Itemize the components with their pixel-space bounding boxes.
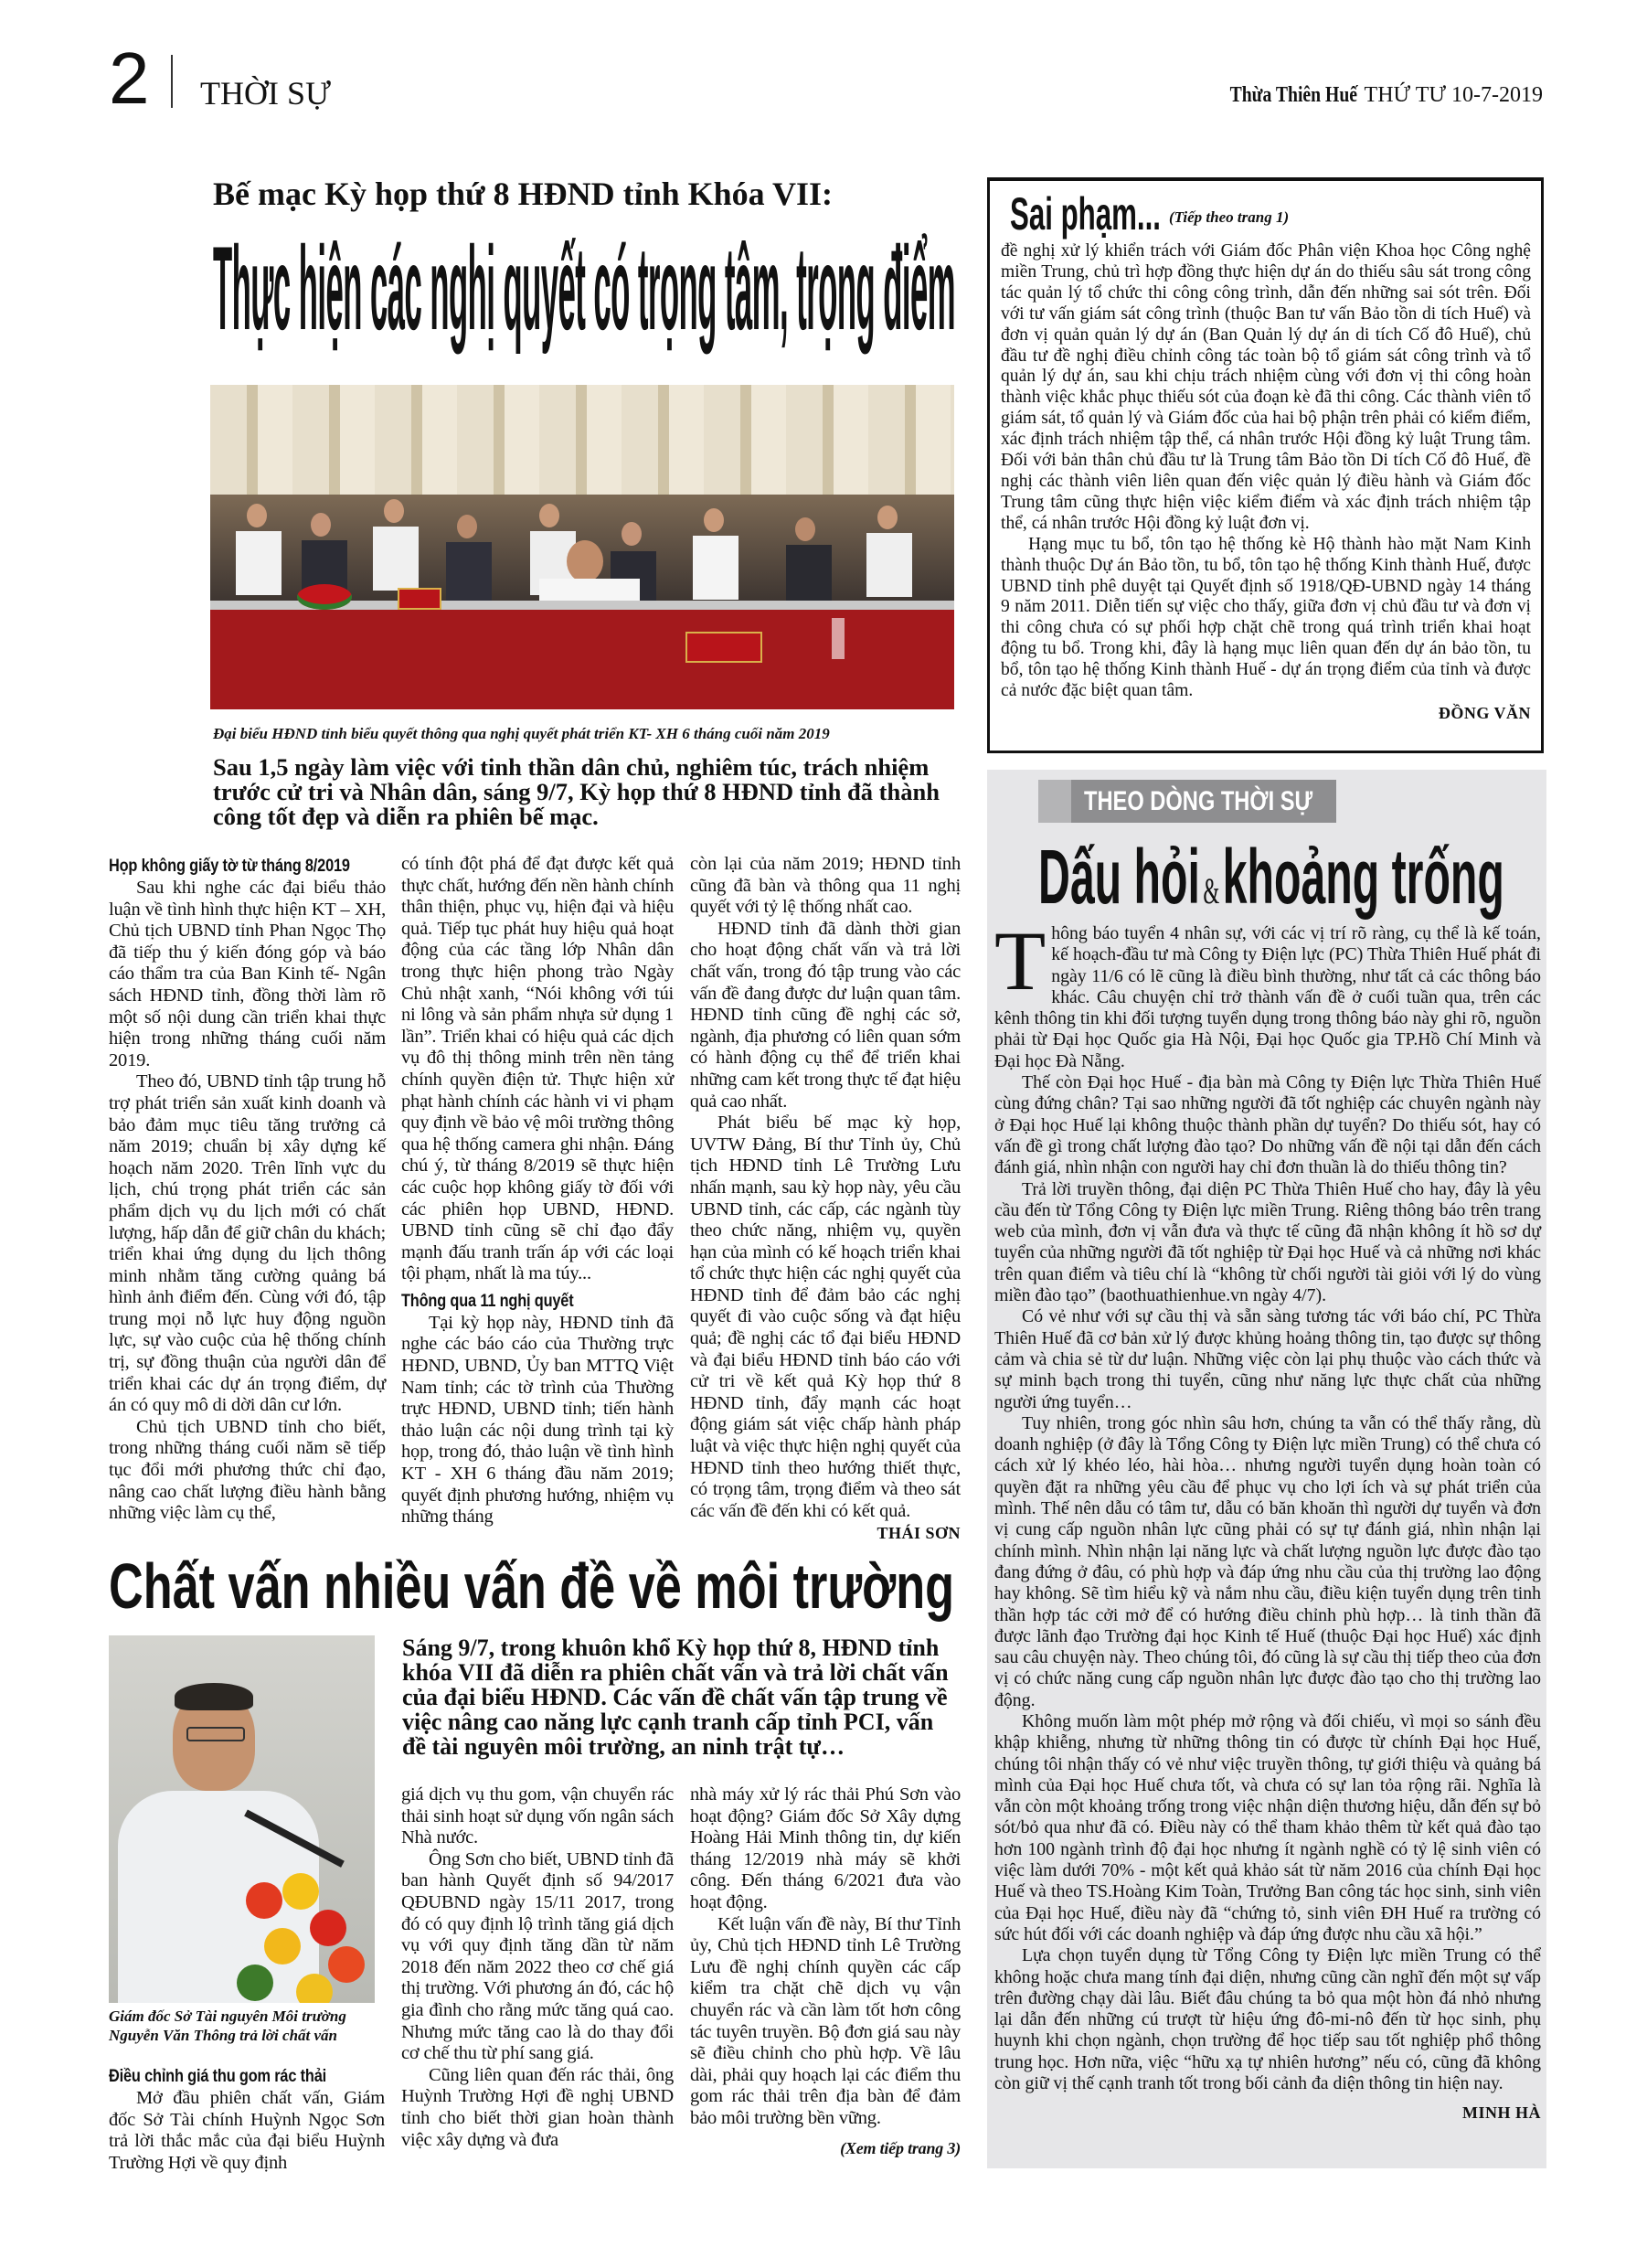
paragraph: Trả lời truyền thông, đại diện PC Thừa Thiên Huế cho hay, đây là yêu cầu đến từ Tổng Công ty Điện lực miền Trung. Riêng thông báo trên trang web của mình, đơn vị vẫn đưa và thực tế cũng đã nhận không ít hồ sơ dự tuyển của những người đã tốt nghiệp từ Đại học Huế và cả những nơi khác trên quan điểm và tiêu chí là “không từ chối người tài giỏi với lý do vùng miền đào tạo” (baothuathienhue.vn ngày 4/7). [994, 1178, 1541, 1306]
subheading: Thông qua 11 nghị quyết [401, 1291, 574, 1311]
column-tag-label: THEO DÒNG THỜI SỰ [1084, 786, 1313, 816]
paragraph: Chủ tịch UBND tỉnh cho biết, trong những tháng cuối năm sẽ tiếp tục đổi mới phương thức chỉ đạo, nâng cao chất lượng điều hành bằng những việc làm cụ thể, [109, 1416, 386, 1524]
paragraph: đề nghị xử lý khiển trách với Giám đốc Phân viện Khoa học Công nghệ miền Trung, chủ trì hợp đồng thực hiện dự án do thiếu sâu sát trong công tác quản lý tổ chức thi công công trình, dẫn đến những sai sót trên. Đối với tư vấn giám sát công trình (thuộc Ban tư vấn Bảo tồn di tích Huế) và đơn vị quản quản lý dự án (Ban Quản lý dự án di tích Cố đô Huế), chủ đầu tư đề nghị điều chỉnh công tác toàn bộ tổ giám sát công trình và tổ quản lý dự án, sau khi chịu trách nhiệm cùng với đơn vị thi công hoàn thành việc khắc phục thiếu sót của đoạn kè đã thi công. Các thành viên tổ giám sát, tổ quản lý và Giám đốc của hai bộ phận trên phải có kiểm điểm, xác định trách nhiệm tập thể, cá nhân trước Hội đồng kỷ luật Trung tâm. Đối với bản thân chủ đầu tư là Trung tâm Bảo tồn Di tích Cố đô Huế, đề nghị các thành viên liên quan đến việc quản lý điều hành và Giám đốc Trung tâm cũng thực hiện việc kiểm điểm và xác định trách nhiệm tập thể, cá nhân trước Hội đồng kỷ luật đơn vị. [1001, 241, 1531, 533]
sidebar-body [1001, 241, 1531, 724]
article1-headline: Thực hiện các nghị quyết có trọng tâm, trọng điểm [213, 221, 956, 355]
continued-from-note: (Tiếp theo trang 1) [1169, 208, 1290, 226]
article2-lead: Sáng 9/7, trong khuôn khổ Kỳ họp thứ 8, HĐND tỉnh khóa VII đã diễn ra phiên chất vấn và trả lời chất vấn của đại biểu HĐND. Các vấn đề chất vấn tập trung về việc nâng cao năng lực cạnh tranh cấp tỉnh PCI, vấn đề tài nguyên môi trường, an ninh trật tự… [402, 1634, 949, 1760]
sidebar-title: Sai phạm... [1010, 188, 1161, 240]
paragraph: Sau khi nghe các đại biểu thảo luận về tình hình thực hiện KT – XH, Chủ tịch UBND tỉnh Phan Ngọc Thọ đã tiếp thu ý kiến đóng góp và báo cáo thẩm tra của Ban Kinh tế- Ngân sách HĐND tỉnh, đồng thời làm rõ một số nội dung cần triển khai thực hiện trong những tháng cuối năm 2019. [109, 878, 386, 1070]
paragraph: Ông Sơn cho biết, UBND tỉnh đã ban hành Quyết định số 94/2017 QĐUBND ngày 15/11 2017, trong đó có quy định lộ trình tăng giá dịch vụ với quy định tăng dần từ năm 2018 đến năm 2022 theo cơ chế giá thị trường. Với phương án đó, các hộ gia đình cho rằng mức tăng quá cao. Nhưng mức tăng cao là do thay đổi cơ chế thu từ phí sang giá. [401, 1848, 674, 2064]
paragraph: Tại kỳ họp này, HĐND tỉnh đã nghe các báo cáo của Thường trực HĐND, UBND, Ủy ban MTTQ Việt Nam tỉnh; các tờ trình của Thường trực HĐND, UBND tỉnh; tiến hành thảo luận các nội dung trình tại kỳ họp, trong đó, thảo luận về tình hình KT - XH 6 tháng đầu năm 2019; quyết định phương hướng, nhiệm vụ những tháng [401, 1312, 674, 1528]
article1-column-1 [109, 850, 386, 1525]
title-part-1: Dấu hỏi [1038, 834, 1200, 920]
tag-accent [1038, 780, 1071, 823]
column-tag [1038, 780, 1336, 823]
paper-name: Thừa Thiên Huế [1229, 83, 1357, 107]
paragraph: Phát biểu bế mạc kỳ họp, UVTW Đảng, Bí thư Tỉnh ủy, Chủ tịch HĐND tỉnh Lê Trường Lưu nhấn mạnh, sau kỳ họp này, yêu cầu UBND tỉnh, các cấp, các ngành tùy theo chức năng, nhiệm vụ, quyền hạn của mình có kế hoạch triển khai tổ chức thực hiện các nghị quyết của HĐND tỉnh để đảm bảo các nghị quyết đi vào cuộc sống và đạt hiệu quả; đề nghị các tổ đại biểu HĐND và đại biểu HĐND tỉnh báo cáo với cử tri về kết quả Kỳ họp thứ 8 HĐND tỉnh, đẩy mạnh các hoạt động giám sát việc chấp hành pháp luật và việc thực hiện nghị quyết của HĐND tỉnh theo hướng thiết thực, có trọng tâm, trọng điểm và theo sát các vấn đề đến khi có kết quả. [690, 1113, 961, 1521]
opinion-panel [987, 770, 1546, 2168]
paragraph: Không muốn làm một phép mở rộng và đối chiếu, vì mọi so sánh đều khập khiễng, nhưng từ những thông tin có được từ chính Đại học Huế, chúng tôi nhận thấy có vẻ như việc truyền thông, tự giới thiệu và quảng bá mình của Đại học Huế chưa tốt, và chưa có sự lan tỏa rộng rãi. Nghĩa là vẫn còn một khoảng trống trong việc nhận diện thương hiệu, dẫn đến sự bỏ sót/bỏ qua như đã có. Điều này có thể tham khảo thêm từ kết quả đào tạo hơn 100 ngành trình độ đại học nhưng ít ngành nghề có tỷ lệ sinh viên có việc làm dưới 70% - một kết quả khảo sát từ năm 2016 của chính Đại học Huế và theo TS.Hoàng Kim Toàn, Trưởng Ban công tác học sinh, sinh viên của Đại học Huế, điều này đã “chứng tỏ, sinh viên ĐH Huế ra trường có sức hút đối với các doanh nghiệp và đáp ứng được nhu cầu xã hội.” [994, 1710, 1541, 1944]
paragraph: Cũng liên quan đến rác thải, ông Huỳnh Trường Hợi đề nghị UBND tỉnh cho biết thời gian hoàn thành việc xây dựng và đưa [401, 2064, 674, 2150]
masthead [1202, 82, 1543, 108]
paragraph: có tính đột phá để đạt được kết quả thực chất, hướng đến nền hành chính thân thiện, phục vụ, hiện đại và hiệu quả. Tiếp tục phát huy hiệu quả hoạt động của các tầng lớp Nhân dân trong thực hiện phong trào Ngày Chủ nhật xanh, “Nói không với túi ni lông và sản phẩm nhựa sử dụng 1 lần”. Triển khai có hiệu quả các dịch vụ đô thị thông minh trên nền tảng chính quyền điện tử. Thực hiện xử phạt hành chính các hành vi vi phạm quy định về bảo vệ môi trường thông qua hệ thống camera ghi nhận. Đáng chú ý, từ tháng 8/2019 sẽ thực hiện các cuộc họp không giấy tờ đối với các phiên họp UBND, HĐND. UBND tỉnh cũng sẽ chỉ đạo đẩy mạnh đấu tranh trấn áp với các loại tội phạm, nhất là ma túy... [401, 854, 674, 1284]
paragraph: Hạng mục tu bổ, tôn tạo hệ thống kè Hộ thành hào mặt Nam Kinh thành thuộc Dự án Bảo tồn, tu bổ, tôn tạo hệ thống Kinh thành Huế, được UBND tỉnh phê duyệt tại Quyết định số 1918/QĐ-UBND ngày 14 tháng 9 năm 2011. Diễn tiến sự việc cho thấy, giữa đơn vị chủ đầu tư và đơn vị thi công chưa có sự phối hợp chặt chẽ trong quá trình triển khai hoạt động tu bổ. Trong khi, đây là hạng mục liên quan đến dự án bảo tồn, tu bổ, tôn tạo hệ thống Kinh thành Huế - dự án trọng điểm của tỉnh và được cả nước đặc biệt quan tâm. [1001, 534, 1531, 701]
section-title: THỜI SỰ [200, 75, 331, 112]
subheading: Họp không giấy tờ từ tháng 8/2019 [109, 857, 350, 876]
paragraph: Thế còn Đại học Huế - địa bàn mà Công ty Điện lực Thừa Thiên Huế cùng đứng chân? Tại sao những người đã tốt nghiệp các chuyên ngành này ở Đại học Huế lại không thuộc thành phần dự tuyển? Do thiếu sót, hay có vấn đề gì trong chất lượng đào tạo? Do những vấn đề nội tại dẫn đến cách đánh giá, nhìn nhận con người hay chỉ đơn thuần là do thiếu thông tin? [994, 1072, 1541, 1178]
article2-headline: Chất vấn nhiều vấn đề về môi trường [109, 1550, 955, 1622]
article1-column-2 [401, 854, 674, 1528]
title-part-2: khoảng trống [1222, 834, 1504, 920]
article2-photo-caption: Giám đốc Sở Tài nguyên Môi trường Nguyễn Văn Thông trả lời chất vấn [109, 2007, 346, 2044]
article2-column-1 [109, 2060, 385, 2174]
paragraph: Theo đó, UBND tỉnh tập trung hỗ trợ phát triển sản xuất kinh doanh và bảo đảm mục tiêu tăng trưởng cả năm 2019; chuẩn bị xây dựng kế hoạch năm 2020. Trên lĩnh vực du lịch, chú trọng phát triển các sản phẩm dịch vụ du lịch mới có chất lượng, hấp dẫn để giữ chân du khách; triển khai ứng dụng du lịch thông minh nhằm tăng cường quảng bá hình ảnh điểm đến. Cùng với đó, tập trung mọi nỗ lực huy động nguồn lực, sự vào cuộc của hệ thống chính trị, sự đồng thuận của người dân để triển khai các dự án trọng điểm, dự án có quy mô di dời dân cư lớn. [109, 1071, 386, 1416]
paragraph: Có vẻ như với sự cầu thị và sẵn sàng tương tác với báo chí, PC Thừa Thiên Huế đã cơ bản xử lý được khủng hoảng thông tin, tạo được sự thông cảm và chia sẻ từ dư luận. Những việc còn lại phụ thuộc vào cách thức và sự minh bạch trong thi tuyển, cũng như năng lực thực chất của những người ứng tuyển… [994, 1306, 1541, 1412]
article2-portrait-photo [109, 1635, 375, 2003]
article1-kicker: Bế mạc Kỳ họp thứ 8 HĐND tỉnh Khóa VII: [213, 176, 834, 212]
paragraph-text: hông báo tuyển 4 nhân sự, với các vị trí rõ ràng, cụ thể là kế toán, kế hoạch-đầu tư mà Công ty Điện lực (PC) Thừa Thiên Huế phát đi ngày 11/6 có lẽ cũng là điều bình thường, như tất cả các thông báo khác. Câu chuyện chỉ trở thành vấn đề ở cuối tuần qua, trên các kênh thông tin khi đối tượng tuyển dụng trong thông báo này ghi rõ, nguồn phải từ Đại học Quốc gia Hà Nội, Đại học Quốc gia TP.Hồ Chí Minh và Đại học Đà Nẵng. [994, 923, 1541, 1071]
article1-photo [210, 385, 954, 709]
paragraph: Lựa chọn tuyển dụng từ Tổng Công ty Điện lực miền Trung có thể không hoặc chưa mang tính đại diện, nhưng cũng cần nghĩ đến một sự vấp trên đường chạy dài lâu. Biết đâu chúng ta bỏ qua một hòn đá nhỏ nhưng lại dẫn đến những cú trượt từ hiệu ứng đô-mi-nô đến từ học sinh, phụ huynh khi chọn ngành, chọn trường để học tiếp sau tốt nghiệp phổ thông trung học. Hơn nữa, việc “hữu xạ tự nhiên hương” nếu có, cũng đã không còn giữ vị thế cạnh tranh tốt trong bối cảnh đa diện thông tin hiện nay. [994, 1945, 1541, 2094]
paragraph: còn lại của năm 2019; HĐND tỉnh cũng đã bàn và thông qua 11 nghị quyết với tỷ lệ thống nhất cao. [690, 854, 961, 918]
continued-on-page-link[interactable]: (Xem tiếp trang 3) [840, 2138, 961, 2157]
article1-lead: Sau 1,5 ngày làm việc với tinh thần dân chủ, nghiêm túc, trách nhiệm trước cử tri và Nhân dân, sáng 9/7, Kỳ họp thứ 8 HĐND tỉnh đã thành công tốt đẹp và diễn ra phiên bế mạc. [213, 753, 940, 830]
page-number: 2 [109, 37, 150, 119]
drop-cap: T [994, 914, 1047, 1007]
author-byline: THÁI SƠN [877, 1524, 961, 1543]
paragraph: Kết luận vấn đề này, Bí thư Tỉnh ủy, Chủ tịch HĐND tỉnh Lê Trường Lưu đề nghị chính quyền các cấp kiểm tra chặt chẽ dịch vụ vận chuyển rác và cần làm tốt hơn công tác tuyên truyền. Bộ đơn giá sau này sẽ điều chỉnh cho phù hợp. Về lâu dài, phải quy hoạch lại các điểm thu gom rác thải trên địa bàn để đảm bảo môi trường bền vững. [690, 1913, 961, 2128]
paragraph: HĐND tỉnh đã dành thời gian cho hoạt động chất vấn và trả lời chất vấn, trong đó tập trung vào các vấn đề đang được dư luận quan tâm. HĐND tỉnh cũng đề nghị các sở, ngành, địa phương có liên quan sớm có hành động cụ thể để triển khai những cam kết trong thực tế đạt hiệu quả cao nhất. [690, 918, 961, 1112]
author-byline: ĐỒNG VĂN [1438, 703, 1531, 722]
subheading: Điều chỉnh giá thu gom rác thải [109, 2067, 326, 2086]
header-divider [171, 55, 173, 108]
article2-column-2 [401, 1784, 674, 2151]
paragraph: Tuy nhiên, trong góc nhìn sâu hơn, chúng ta vẫn có thể thấy rằng, dù doanh nghiệp (ở đây là Tổng Công ty Điện lực miền Trung) có thể chưa có cách xử lý khéo léo, hài hòa… nhưng người tuyển dụng hoàn toàn có quyền đặt ra những yêu cầu để phục vụ cho lợi ích và sự phát triển của mình. Thế nên dẫu có tâm tư, dẫu có băn khoăn thì người dự tuyển và đơn vị cung cấp nguồn nhân lực cũng phải có sự tự đánh giá, nhìn nhận lại chính mình. Nhìn nhận lại năng lực và chất lượng nguồn lực được đào tạo đang đứng ở đâu, có phù hợp và đáp ứng nhu cầu của thị trường lao động hay không. Sẽ tìm hiểu kỹ và nắm nhu cầu, điều kiện tuyển dụng trên tinh thần hợp tác cởi mở để có hướng điều chỉnh phù hợp… là tinh thần đã được lãnh đạo Trường đại học Kinh tế Huế (thuộc Đại học Huế) xác định sau câu chuyện này. Theo chúng tôi, đó cũng là sự cầu thị tiếp theo của đơn vị có chức năng cung cấp nguồn nhân lực được đào tạo cho thị trường lao động. [994, 1412, 1541, 1710]
opinion-body [994, 914, 1541, 2124]
paragraph [994, 914, 1541, 1072]
title-ampersand: & [1203, 870, 1220, 911]
article1-column-3 [690, 854, 961, 1544]
paragraph: giá dịch vụ thu gom, vận chuyển rác thải sinh hoạt sử dụng vốn ngân sách Nhà nước. [401, 1784, 674, 1848]
author-byline: MINH HÀ [1462, 2103, 1541, 2123]
opinion-title [1038, 834, 1504, 931]
issue-date: THỨ TƯ 10-7-2019 [1364, 83, 1543, 107]
article2-column-3 [690, 1784, 961, 2159]
article1-photo-caption: Đại biểu HĐND tỉnh biểu quyết thông qua nghị quyết phát triển KT- XH 6 tháng cuối năm 2019 [213, 725, 830, 742]
paragraph: Mở đầu phiên chất vấn, Giám đốc Sở Tài chính Huỳnh Ngọc Sơn trả lời thắc mắc của đại biểu Huỳnh Trường Hợi về quy định [109, 2088, 385, 2173]
paragraph: nhà máy xử lý rác thải Phú Sơn vào hoạt động? Giám đốc Sở Xây dựng Hoàng Hải Minh thông tin, dự kiến tháng 12/2019 nhà máy sẽ khởi công. Đến tháng 6/2021 đưa vào hoạt động. [690, 1784, 961, 1912]
sidebar-continued-story [987, 177, 1544, 753]
